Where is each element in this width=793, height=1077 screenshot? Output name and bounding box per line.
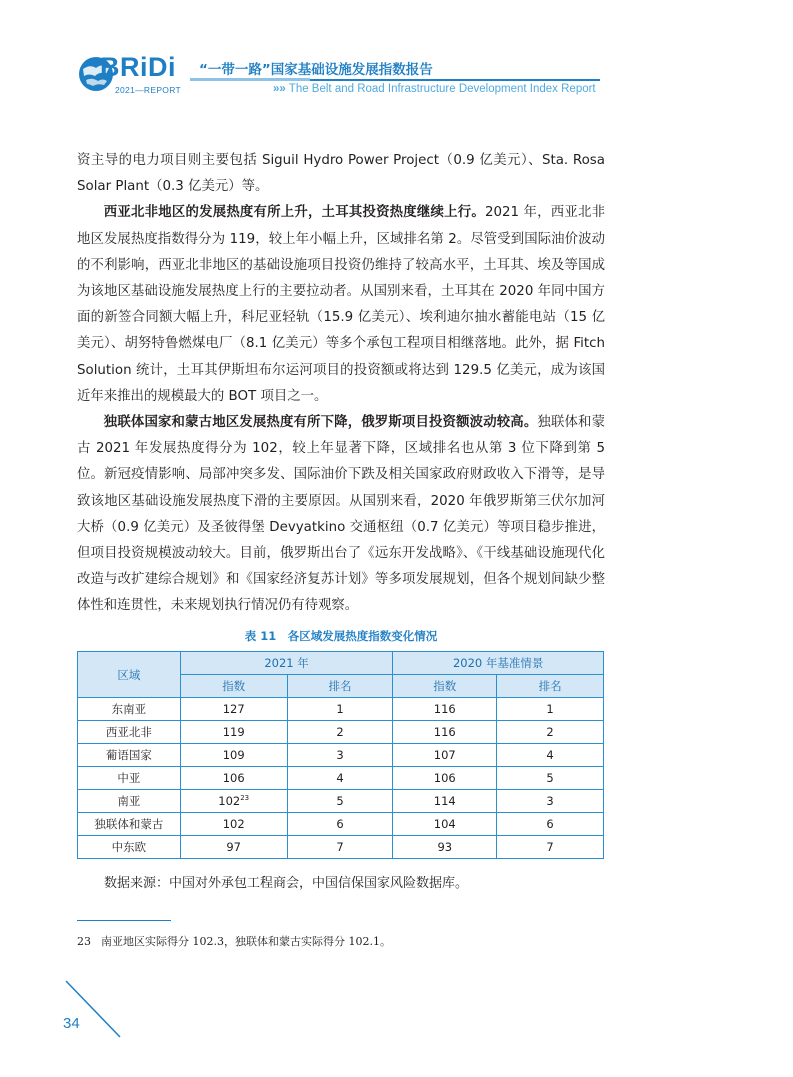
logo-subtitle: 2021—REPORT (115, 85, 181, 95)
header-index-2021: 指数 (180, 675, 287, 698)
header-rule-accent (190, 78, 310, 81)
paragraph (77, 148, 605, 200)
cell-index-2020: 104 (393, 813, 497, 836)
header-2020: 2020 年基准情景 (393, 652, 604, 675)
page-corner-line (62, 975, 132, 1045)
logo-wordmark: BRiDi (100, 52, 176, 82)
cell-index-2021 (180, 698, 287, 721)
cell-rank-2021: 5 (287, 790, 393, 813)
cell-rank-2020: 1 (497, 698, 604, 721)
header-rank-2020: 排名 (497, 675, 604, 698)
table-row (78, 721, 604, 744)
cell-region: 独联体和蒙古 (78, 813, 181, 836)
cell-rank-2020: 4 (497, 744, 604, 767)
header-region: 区域 (78, 652, 181, 698)
cell-index-2021 (180, 790, 287, 813)
header-index-2020: 指数 (393, 675, 497, 698)
region-heat-table (77, 651, 604, 859)
cell-region: 中亚 (78, 767, 181, 790)
body-text (77, 148, 605, 620)
table-caption: 表 11 各区域发展热度指数变化情况 (244, 629, 438, 643)
table-row (78, 836, 604, 859)
table-row (78, 698, 604, 721)
page-header (0, 0, 793, 110)
table-row (78, 813, 604, 836)
paragraph (77, 200, 605, 410)
cell-rank-2021: 6 (287, 813, 393, 836)
cell-index-2020: 116 (393, 698, 497, 721)
index-value: 119 (222, 725, 245, 739)
header-2021: 2021 年 (180, 652, 393, 675)
footnote-number: 23 (77, 935, 91, 948)
index-value: 102 (218, 794, 241, 808)
cell-index-2021 (180, 721, 287, 744)
footnote-rule (77, 920, 171, 921)
table-row (78, 744, 604, 767)
cell-region: 中东欧 (78, 836, 181, 859)
index-value: 127 (222, 702, 245, 716)
chevrons-icon: »» (273, 83, 286, 95)
index-value: 102 (222, 817, 245, 831)
index-value: 109 (222, 748, 245, 762)
cell-rank-2021: 2 (287, 721, 393, 744)
cell-rank-2020: 3 (497, 790, 604, 813)
table-row (78, 790, 604, 813)
cell-rank-2020: 7 (497, 836, 604, 859)
cell-index-2021 (180, 813, 287, 836)
index-value: 106 (222, 771, 245, 785)
cell-index-2021 (180, 744, 287, 767)
paragraph-text: 2021 年，西亚北非地区发展热度指数得分为 119，较上年小幅上升，区域排名第 2。尽管受到国际油价波动的不利影响，西亚北非地区的基础设施项目投资仍维持了较高水平，土耳其、埃及等国成为该地区基础设施发展热度上行的主要拉动者。从国别来看，土耳其在 2020 年同中国方面的新签合同额大幅上升，科尼亚轻轨（15.9 亿美元）、埃利迪尔抽水蓄能电站（15 亿美元）、胡努特鲁燃煤电厂（8.1 亿美元）等多个承包工程项目相继落地。此外，据 Fitch Solution 统计，土耳其伊斯坦布尔运河项目的投资额或将达到 129.5 亿美元，成为该国近年来推出的规模最大的 BOT 项目之一。 (77, 205, 605, 404)
cell-index-2021 (180, 767, 287, 790)
cell-region: 西亚北非 (78, 721, 181, 744)
report-title-cn: “一带一路”国家基础设施发展指数报告 (199, 62, 433, 78)
cell-region: 东南亚 (78, 698, 181, 721)
cell-index-2020: 93 (393, 836, 497, 859)
cell-index-2020: 107 (393, 744, 497, 767)
header-rank-2021: 排名 (287, 675, 393, 698)
cell-index-2021 (180, 836, 287, 859)
report-title-en (273, 83, 596, 95)
cell-rank-2021: 1 (287, 698, 393, 721)
paragraph (77, 410, 605, 620)
paragraph-text: 资主导的电力项目则主要包括 Siguil Hydro Power Project（0.9 亿美元）、Sta. Rosa Solar Plant（0.3 亿美元）等。 (77, 153, 605, 195)
cell-rank-2020: 5 (497, 767, 604, 790)
data-source-note: 数据来源：中国对外承包工程商会，中国信保国家风险数据库。 (104, 876, 469, 891)
page-number: 34 (63, 1015, 80, 1032)
cell-rank-2020: 6 (497, 813, 604, 836)
cell-region: 南亚 (78, 790, 181, 813)
cell-rank-2020: 2 (497, 721, 604, 744)
paragraph-lead: 西亚北非地区的发展热度有所上升，土耳其投资热度继续上行。 (103, 205, 485, 221)
paragraph-text: 独联体和蒙古 2021 年发展热度得分为 102，较上年显著下降，区域排名也从第 3 位下降到第 5 位。新冠疫情影响、局部冲突多发、国际油价下跌及相关国家政府财政收入下滑等，是导致该地区基础设施发展热度下滑的主要原因。从国别来看，2020 年俄罗斯第三伏尔加河大桥（0.9 亿美元）及圣彼得堡 Devyatkino 交通枢纽（0.7 亿美元）等项目稳步推进，但项目投资规模波动较大。目前，俄罗斯出台了《远东开发战略》、《干线基础设施现代化改造与改扩建综合规划》和《国家经济复苏计划》等多项发展规划，但各个规划间缺少整体性和连贯性，未来规划执行情况仍有待观察。 (77, 415, 605, 614)
cell-index-2020: 114 (393, 790, 497, 813)
cell-rank-2021: 3 (287, 744, 393, 767)
paragraph-lead: 独联体国家和蒙古地区发展热度有所下降，俄罗斯项目投资额波动较高。 (103, 415, 538, 431)
cell-index-2020: 106 (393, 767, 497, 790)
cell-region: 葡语国家 (78, 744, 181, 767)
footnote (77, 933, 391, 949)
cell-rank-2021: 7 (287, 836, 393, 859)
footnote-ref[interactable]: 23 (240, 794, 250, 802)
footnote-text: 南亚地区实际得分 102.3，独联体和蒙古实际得分 102.1。 (101, 935, 391, 948)
report-title-en-text: The Belt and Road Infrastructure Development Index Report (288, 83, 596, 95)
cell-index-2020: 116 (393, 721, 497, 744)
table-row (78, 767, 604, 790)
cell-rank-2021: 4 (287, 767, 393, 790)
index-value: 97 (226, 840, 241, 854)
